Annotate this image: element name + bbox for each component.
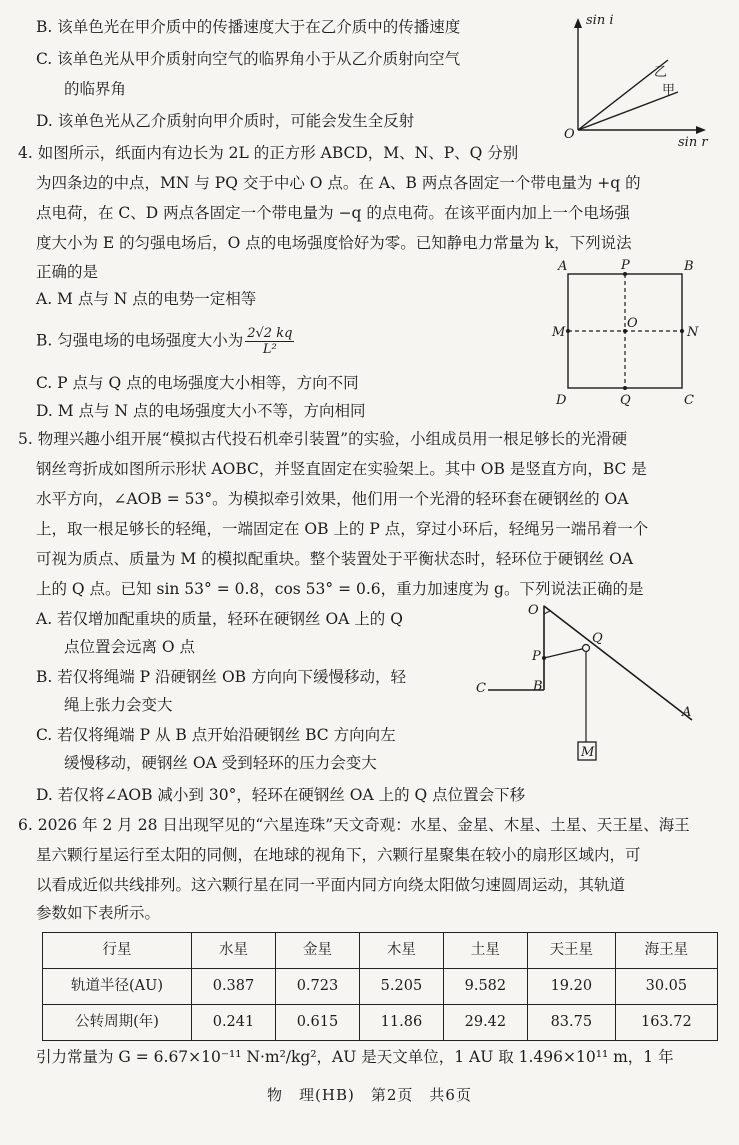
- origin-label: O: [564, 127, 575, 142]
- mass-m: M: [581, 745, 595, 760]
- ring-q: Q: [592, 631, 603, 646]
- midpoint-m: M: [552, 325, 566, 340]
- q4-option-c: C. P 点与 Q 点的电场强度大小相等，方向不同: [36, 374, 359, 392]
- row-label-period: 公转周期(年): [43, 1005, 192, 1041]
- midpoint-p: P: [621, 258, 630, 273]
- table-header-cell: 天王星: [527, 933, 615, 969]
- q4-stem-5: 正确的是: [36, 263, 99, 281]
- q3-option-c-cont: 的临界角: [64, 80, 127, 98]
- q5-wire-diagram: [470, 600, 710, 780]
- point-o: O: [528, 603, 539, 618]
- q3-sin-graph: [560, 8, 720, 150]
- q6-stem-1: 6. 2026 年 2 月 28 日出现罕见的“六星连珠”天文奇观：水星、金星、木星、土星、天王星、海王: [18, 816, 690, 834]
- table-cell: 30.05: [615, 969, 717, 1005]
- fraction-denominator: L²: [262, 342, 277, 357]
- page-footer: 物 理(HB) 第2页 共6页: [267, 1086, 472, 1104]
- row-label-radius: 轨道半径(AU): [43, 969, 192, 1005]
- table-row: [43, 969, 718, 1005]
- line-label-jia: 甲: [662, 83, 676, 98]
- table-cell: 11.86: [359, 1005, 443, 1041]
- point-a: A: [682, 705, 692, 720]
- q4-option-a: A. M 点与 N 点的电势一定相等: [36, 290, 257, 308]
- q5-option-d: D. 若仅将∠AOB 减小到 30°，轻环在硬钢丝 OA 上的 Q 点位置会下移: [36, 786, 526, 804]
- q4-stem-4: 度大小为 E 的匀强电场后，O 点的电场强度恰好为零。已知静电力常量为 k，下列说法: [36, 234, 632, 252]
- table-header-cell: 水星: [192, 933, 276, 969]
- x-axis-label: sin r: [678, 135, 708, 150]
- q3-option-d: D. 该单色光从乙介质射向甲介质时，可能会发生全反射: [36, 112, 415, 130]
- table-header-row: [43, 933, 718, 969]
- q4-option-b-text: B. 匀强电场的电场强度大小为: [36, 331, 244, 350]
- table-cell: 19.20: [527, 969, 615, 1005]
- vertex-d: D: [556, 393, 567, 408]
- q3-option-c: C. 该单色光从甲介质射向空气的临界角小于从乙介质射向空气: [36, 50, 461, 68]
- center-o: O: [627, 316, 638, 331]
- q5-option-b: B. 若仅将绳端 P 沿硬钢丝 OB 方向向下缓慢移动，轻: [36, 668, 406, 686]
- point-p: P: [532, 649, 541, 664]
- q5-stem-5: 可视为质点、质量为 M 的模拟配重块。整个装置处于平衡状态时，轻环位于硬钢丝 OA: [36, 550, 634, 568]
- field-strength-fraction: [245, 326, 294, 357]
- q4-square-diagram: [548, 256, 716, 414]
- q6-stem-3: 以看成近似共线排列。这六颗行星在同一平面内同方向绕太阳做匀速圆周运动，其轨道: [36, 876, 626, 894]
- table-cell: 0.615: [275, 1005, 359, 1041]
- table-cell: 5.205: [359, 969, 443, 1005]
- fraction-numerator: 2√2 kq: [247, 326, 293, 341]
- point-c: C: [476, 681, 486, 696]
- table-cell: 0.387: [192, 969, 276, 1005]
- planet-orbit-table: [42, 932, 718, 1041]
- q3-option-b: B. 该单色光在甲介质中的传播速度大于在乙介质中的传播速度: [36, 18, 461, 36]
- table-cell: 0.241: [192, 1005, 276, 1041]
- vertex-b: B: [684, 259, 694, 274]
- table-cell: 163.72: [615, 1005, 717, 1041]
- q5-stem-1: 5. 物理兴趣小组开展“模拟古代投石机牵引装置”的实验，小组成员用一根足够长的光滑硬: [18, 430, 628, 448]
- q4-stem-2: 为四条边的中点，MN 与 PQ 交于中心 O 点。在 A、B 两点各固定一个带电量为 +q 的: [36, 174, 641, 192]
- q5-stem-4: 上，取一根足够长的轻绳，一端固定在 OB 上的 P 点，穿过小环后，轻绳另一端吊着一个: [36, 520, 649, 538]
- table-cell: 9.582: [443, 969, 527, 1005]
- q5-stem-6: 上的 Q 点。已知 sin 53° = 0.8，cos 53° = 0.6，重力加速度为 g。下列说法正确的是: [36, 580, 644, 598]
- q5-option-a-cont: 点位置会远离 O 点: [64, 638, 196, 656]
- q6-stem-4: 参数如下表所示。: [36, 904, 161, 922]
- table-header-cell: 土星: [443, 933, 527, 969]
- table-header-cell: 木星: [359, 933, 443, 969]
- table-cell: 83.75: [527, 1005, 615, 1041]
- q4-stem-1: 4. 如图所示，纸面内有边长为 2L 的正方形 ABCD，M、N、P、Q 分别: [18, 144, 519, 162]
- midpoint-q: Q: [620, 393, 631, 408]
- q6-stem-2: 星六颗行星运行至太阳的同侧，在地球的视角下，六颗行星聚集在较小的扇形区域内，可: [36, 846, 641, 864]
- q5-option-b-cont: 绳上张力会变大: [64, 696, 173, 714]
- q5-stem-2: 钢丝弯折成如图所示形状 AOBC，并竖直固定在实验架上。其中 OB 是竖直方向，BC 是: [36, 460, 647, 478]
- table-row: [43, 1005, 718, 1041]
- line-label-yi: 乙: [654, 65, 668, 80]
- q4-stem-3: 点电荷，在 C、D 两点各固定一个带电量为 −q 的点电荷。在该平面内加上一个电场强: [36, 204, 630, 222]
- q5-option-c-cont: 缓慢移动，硬钢丝 OA 受到轻环的压力会变大: [64, 754, 377, 772]
- y-axis-label: sin i: [586, 13, 614, 28]
- vertex-c: C: [684, 393, 694, 408]
- q5-option-c: C. 若仅将绳端 P 从 B 点开始沿硬钢丝 BC 方向向左: [36, 726, 396, 744]
- point-b: B: [533, 679, 543, 694]
- vertex-a: A: [558, 259, 568, 274]
- q4-option-b: [36, 326, 294, 357]
- q5-stem-3: 水平方向，∠AOB = 53°。为模拟牵引效果，他们用一个光滑的轻环套在硬钢丝的 OA: [36, 490, 629, 508]
- table-header-cell: 金星: [275, 933, 359, 969]
- table-cell: 29.42: [443, 1005, 527, 1041]
- table-header-cell: 海王星: [615, 933, 717, 969]
- table-cell: 0.723: [275, 969, 359, 1005]
- q5-option-a: A. 若仅增加配重块的质量，轻环在硬钢丝 OA 上的 Q: [36, 610, 403, 628]
- q4-option-d: D. M 点与 N 点的电场强度大小不等，方向相同: [36, 402, 366, 420]
- midpoint-n: N: [687, 325, 699, 340]
- q6-constants-line: 引力常量为 G = 6.67×10⁻¹¹ N·m²/kg²，AU 是天文单位，1 AU 取 1.496×10¹¹ m，1 年: [36, 1048, 674, 1066]
- table-header-cell: 行星: [43, 933, 192, 969]
